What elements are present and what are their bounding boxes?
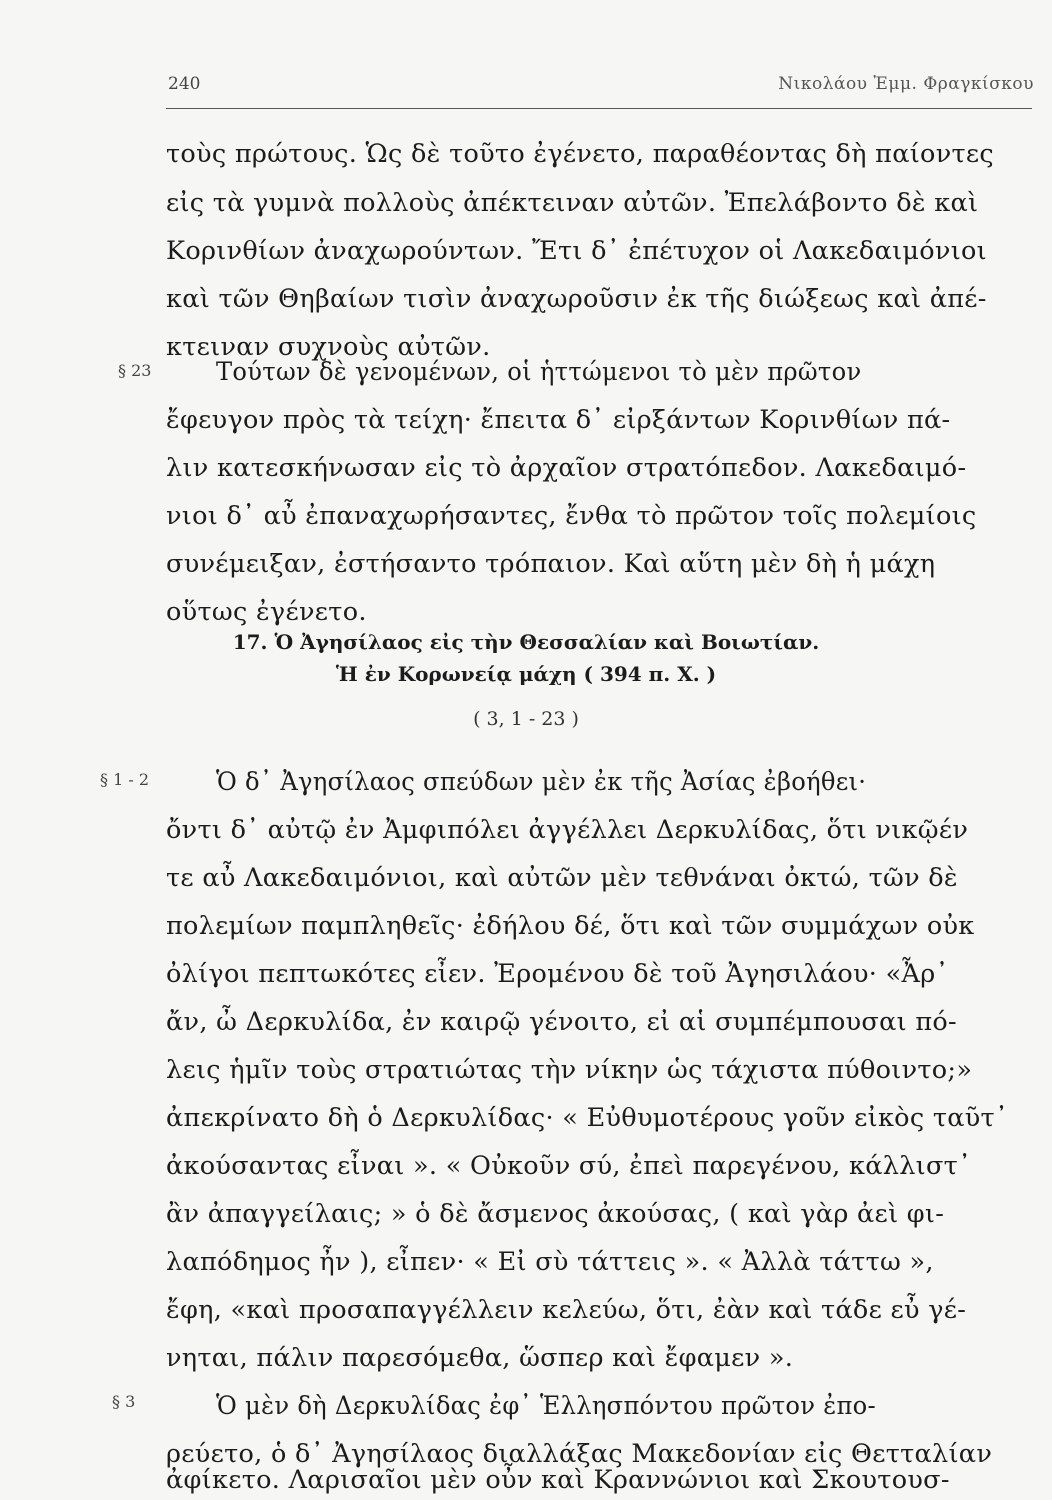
chapter-subtitle: Ἡ ἐν Κορωνείᾳ μάχη ( 394 π. Χ. ) — [335, 662, 717, 686]
text-line: Ὁ δ᾽ Ἀγησίλαος σπεύδων μὲν ἐκ τῆς Ἀσίας ἐβοήθει· — [216, 767, 867, 797]
running-title: Νικολάου Ἐμμ. Φραγκίσκου — [778, 74, 1034, 94]
text-line: ἂν ἀπαγγείλαις; » ὁ δὲ ἄσμενος ἀκούσας, ( καὶ γὰρ ἀεὶ φι- — [166, 1199, 945, 1229]
text-line: καὶ τῶν Θηβαίων τισὶν ἀναχωροῦσιν ἐκ τῆς διώξεως καὶ ἀπέ- — [166, 284, 987, 314]
page-number: 240 — [168, 74, 201, 94]
text-line: εἰς τὰ γυμνὰ πολλοὺς ἀπέκτειναν αὐτῶν. Ἐπελάβοντο δὲ καὶ — [166, 188, 979, 218]
text-line: Τούτων δὲ γενομένων, οἱ ἡττώμενοι τὸ μὲν πρῶτον — [216, 357, 862, 387]
section-marker: § 1 - 2 — [100, 770, 150, 789]
text-line: λαπόδημος ἦν ), εἶπεν· « Εἰ σὺ τάττεις ». « Ἀλλὰ τάττω », — [166, 1247, 934, 1277]
text-line: ὀλίγοι πεπτωκότες εἶεν. Ἐρομένου δὲ τοῦ Ἀγησιλάου· «Ἆρ᾽ — [166, 959, 949, 989]
text-line: ἀκούσαντας εἶναι ». « Οὐκοῦν σύ, ἐπεὶ παρεγένου, κάλλιστ᾽ — [166, 1151, 972, 1181]
text-line: νιοι δ᾽ αὖ ἐπαναχωρήσαντες, ἔνθα τὸ πρῶτον τοῖς πολεμίοις — [166, 501, 977, 531]
chapter-title: 17. Ὁ Ἀγησίλαος εἰς τὴν Θεσσαλίαν καὶ Βοιωτίαν. — [232, 630, 820, 654]
text-line: νηται, πάλιν παρεσόμεθα, ὥσπερ καὶ ἔφαμεν ». — [166, 1343, 794, 1373]
text-line: λεις ἡμῖν τοὺς στρατιώτας τὴν νίκην ὡς τάχιστα πύθοιντο;» — [166, 1055, 973, 1085]
text-line: συνέμειξαν, ἐστήσαντο τρόπαιον. Καὶ αὕτη μὲν δὴ ἡ μάχη — [166, 549, 936, 579]
text-line: οὕτως ἐγένετο. — [166, 597, 367, 627]
text-line: ρεύετο, ὁ δ᾽ Ἀγησίλαος διαλλάξας Μακεδονίαν εἰς Θετταλίαν — [166, 1439, 993, 1469]
text-line: Ὁ μὲν δὴ Δερκυλίδας ἐφ᾽ Ἑλλησπόντου πρῶτον ἐπο- — [216, 1391, 876, 1421]
text-line: τοὺς πρώτους. Ὡς δὲ τοῦτο ἐγένετο, παραθέοντας δὴ παίοντες — [166, 139, 994, 169]
text-line: ὄντι δ᾽ αὐτῷ ἐν Ἀμφιπόλει ἀγγέλλει Δερκυλίδας, ὅτι νικῷέν — [166, 815, 969, 845]
text-line: κτειναν συχνοὺς αὐτῶν. — [166, 332, 491, 362]
text-line: Κορινθίων ἀναχωρούντων. Ἔτι δ᾽ ἐπέτυχον οἱ Λακεδαιμόνιοι — [166, 236, 987, 266]
text-line: λιν κατεσκήνωσαν εἰς τὸ ἀρχαῖον στρατόπεδον. Λακεδαιμό- — [166, 453, 967, 483]
text-line: πολεμίων παμπληθεῖς· ἐδήλου δέ, ὅτι καὶ τῶν συμμάχων οὐκ — [166, 911, 975, 941]
text-line: ἔφη, «καὶ προσαπαγγέλλειν κελεύω, ὅτι, ἐὰν καὶ τάδε εὖ γέ- — [166, 1295, 967, 1325]
header-rule — [166, 108, 1032, 109]
text-line: ἔφευγον πρὸς τὰ τείχη· ἔπειτα δ᾽ εἰρξάντων Κορινθίων πά- — [166, 405, 951, 435]
section-marker: § 23 — [118, 361, 152, 380]
text-line: τε αὖ Λακεδαιμόνιοι, καὶ αὐτῶν μὲν τεθνάναι ὀκτώ, τῶν δὲ — [166, 863, 958, 893]
chapter-reference: ( 3, 1 - 23 ) — [473, 708, 579, 730]
section-marker: § 3 — [112, 1392, 136, 1411]
text-line: ἄν, ὦ Δερκυλίδα, ἐν καιρῷ γένοιτο, εἰ αἱ συμπέμπουσαι πό- — [166, 1007, 957, 1037]
text-line: ἀπεκρίνατο δὴ ὁ Δερκυλίδας· « Εὐθυμοτέρους γοῦν εἰκὸς ταῦτ᾽ — [166, 1103, 1009, 1133]
page-header — [168, 74, 1034, 100]
text-line: ἀφίκετο. Λαρισαῖοι μὲν οὖν καὶ Κραννώνιοι καὶ Σκουτουσ- — [166, 1465, 950, 1495]
